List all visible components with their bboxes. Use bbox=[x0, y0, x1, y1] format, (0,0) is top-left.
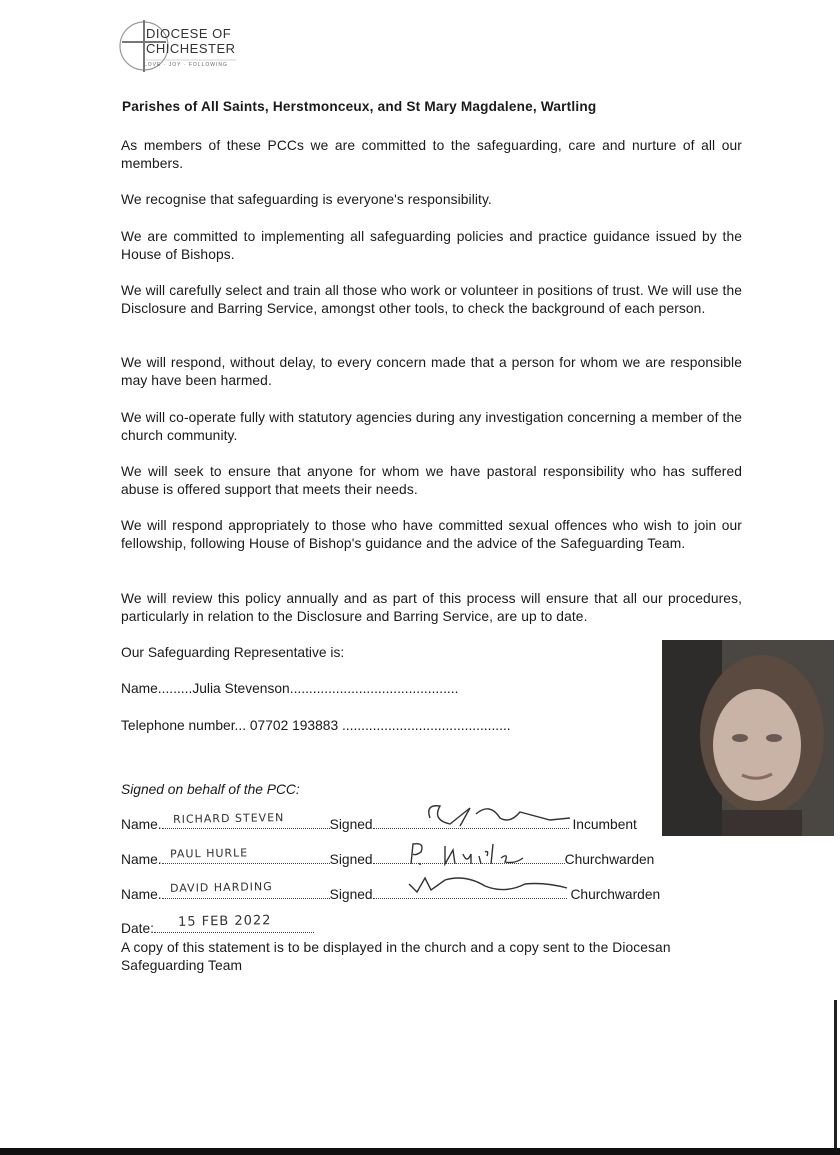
name-label: Name. bbox=[121, 817, 162, 832]
representative-name: Julia Stevenson bbox=[192, 681, 290, 696]
scan-edge-bottom bbox=[0, 1148, 840, 1155]
representative-phone-line bbox=[121, 718, 511, 733]
paragraph-selection: We will carefully select and train all those who work or volunteer in positions of trust. We will use the Disclosure and Barring Service, amongst other tools, to check the background of each person. bbox=[121, 283, 742, 316]
name-label: Name. bbox=[121, 887, 162, 902]
handwritten-signature bbox=[405, 838, 535, 868]
representative-name-line bbox=[121, 681, 458, 696]
name-label: Name......... bbox=[121, 681, 193, 696]
paragraph-offenders: We will respond appropriately to those who have committed sexual offences who wish to join our fellowship, following House of Bishop's guidance and the advice of the Safeguarding Team. bbox=[121, 518, 742, 551]
date-label: Date: bbox=[121, 921, 154, 936]
paragraph-commitment: As members of these PCCs we are committed to the safeguarding, care and nurture of all our members. bbox=[121, 138, 742, 171]
logo-line-2: CHICHESTER bbox=[146, 41, 236, 56]
paragraph-support: We will seek to ensure that anyone for whom we have pastoral responsibility who has suffered abuse is offered support that meets their needs. bbox=[121, 464, 742, 497]
signatures-heading: Signed on behalf of the PCC: bbox=[121, 782, 300, 797]
handwritten-name: DAVID HARDING bbox=[169, 880, 273, 895]
handwritten-signature bbox=[405, 872, 575, 898]
paragraph-respond: We will respond, without delay, to every concern made that a person for whom we are responsible may have been harmed. bbox=[121, 355, 742, 388]
portrait-image bbox=[662, 640, 834, 836]
paragraph-responsibility: We recognise that safeguarding is everyone's responsibility. bbox=[121, 192, 492, 207]
representative-intro: Our Safeguarding Representative is: bbox=[121, 645, 345, 660]
name-label: Name. bbox=[121, 852, 162, 867]
phone-number: 07702 193883 bbox=[249, 718, 339, 733]
logo-tagline: LOVE · JOY · FOLLOWING bbox=[144, 62, 228, 68]
role-label: Churchwarden bbox=[564, 852, 655, 867]
paragraph-review: We will review this policy annually and as part of this process will ensure that all our procedures, particularly in relation to the Disclosure and Barring Service, are up to date. bbox=[121, 591, 742, 624]
phone-label: Telephone number... bbox=[121, 718, 247, 733]
handwritten-name: RICHARD STEVEN bbox=[172, 811, 285, 826]
paragraph-policies: We are committed to implementing all safeguarding policies and practice guidance issued by the House of Bishops. bbox=[121, 229, 742, 262]
handwritten-date: 15 FEB 2022 bbox=[177, 913, 272, 930]
representative-photo bbox=[662, 640, 834, 836]
signed-label: Signed bbox=[329, 887, 373, 902]
paragraph-cooperate: We will co-operate fully with statutory agencies during any investigation concerning a member of the church community. bbox=[121, 410, 742, 443]
diocese-logo bbox=[116, 16, 266, 76]
logo-line-1: DIOCESE OF bbox=[146, 26, 232, 41]
dotted-leader: ............................................ bbox=[341, 718, 511, 733]
document-title: Parishes of All Saints, Herstmonceux, and St Mary Magdalene, Wartling bbox=[122, 99, 597, 114]
handwritten-signature bbox=[420, 800, 580, 830]
role-label: Incumbent bbox=[572, 817, 637, 832]
role-label: Churchwarden bbox=[570, 887, 661, 902]
dotted-leader: ............................................ bbox=[289, 681, 459, 696]
signed-label: Signed bbox=[329, 852, 373, 867]
scan-edge-right bbox=[834, 1000, 837, 1150]
footer-note: A copy of this statement is to be displayed in the church and a copy sent to the Diocesan Safeguarding Team bbox=[121, 940, 671, 973]
signed-label: Signed bbox=[329, 817, 373, 832]
handwritten-name: PAUL HURLE bbox=[169, 846, 249, 861]
